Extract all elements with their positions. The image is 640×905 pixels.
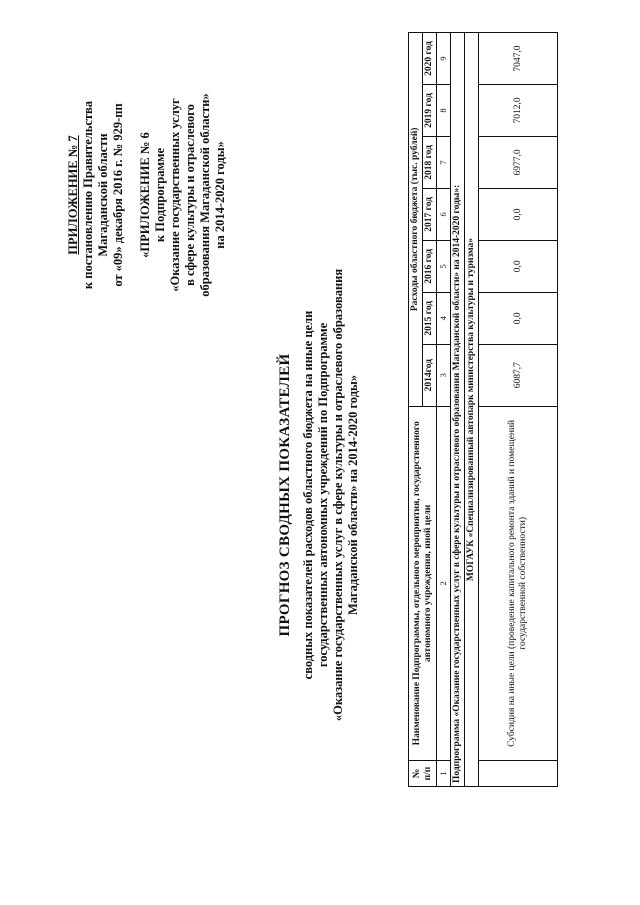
row-num: [479, 761, 558, 787]
annex-6-title: «ПРИЛОЖЕНИЕ № 6: [138, 132, 152, 258]
row-value: 0,0: [479, 188, 558, 240]
column-number: 7: [437, 136, 451, 188]
table-header-row: [409, 33, 423, 787]
subprogram-name: Подпрограмма «Оказание государственных услуг в сфере культуры и отраслевого образования Магаданской области» на 2014-2020 годы»:: [451, 33, 465, 787]
header-year: 2017 год: [423, 188, 437, 240]
annex-6-line: образования Магаданской области»: [198, 93, 212, 297]
row-value: 0,0: [479, 292, 558, 344]
column-number-row: [437, 33, 451, 787]
document-subtitle-line: Магаданской области» на 2014-2020 годы»: [346, 374, 360, 616]
header-name: Наименование Подпрограммы, отдельного мероприятия, государственного автономного учреждения, иной цели: [409, 406, 437, 760]
column-number: 2: [437, 406, 451, 760]
document-heading: ПРОГНОЗ СВОДНЫХ ПОКАЗАТЕЛЕЙ: [277, 353, 293, 637]
expenses-table: [408, 32, 558, 787]
annex-7-line: от «09» декабря 2016 г. № 929-пп: [111, 103, 125, 287]
subprogram-row: [451, 33, 465, 787]
document-subtitle-line: «Оказание государственных услуг в сфере культуры и отраслевого образования: [331, 268, 345, 722]
header-year: 2015 год: [423, 292, 437, 344]
document-subtitle-line: государственных автономных учреждений по Подпрограмме: [316, 322, 330, 668]
document-subtitle-line: сводных показателей расходов областного бюджета на иные цели: [301, 310, 315, 680]
annex-7-line: к постановлению Правительства: [81, 100, 95, 290]
row-value: 6087,7: [479, 344, 558, 406]
header-year: 2018 год: [423, 136, 437, 188]
header-expenses: Расходы областного бюджета (тыс. рублей): [409, 33, 423, 407]
institution-row: [465, 33, 479, 787]
header-year: 2020 год: [423, 33, 437, 85]
institution-name: МОГАУК «Специализированный автопарк министерства культуры и туризма»: [465, 33, 479, 787]
annex-6-line: к Подпрограмме: [153, 147, 167, 243]
column-number: 8: [437, 85, 451, 137]
row-name: Субсидия на иные цели (проведение капитального ремонта зданий и помещений государственной собственности): [479, 406, 558, 760]
annex-6-block: [138, 45, 228, 345]
row-value: 0,0: [479, 240, 558, 292]
annex-7-title: ПРИЛОЖЕНИЕ № 7: [66, 135, 80, 255]
annex-7-line: Магаданской области: [96, 133, 110, 257]
annex-6-line: «Оказание государственных услуг: [168, 98, 182, 292]
column-number: 3: [437, 344, 451, 406]
header-year: 2016 год: [423, 240, 437, 292]
row-value: 7012,0: [479, 85, 558, 137]
row-value: 7047,0: [479, 33, 558, 85]
column-number: 5: [437, 240, 451, 292]
column-number: 9: [437, 33, 451, 85]
column-number: 1: [437, 761, 451, 787]
table-row: [479, 33, 558, 787]
annex-6-line: в сфере культуры и отраслевого: [183, 104, 197, 286]
document-title-block: [278, 195, 361, 795]
annex-7-block: [66, 45, 126, 345]
annex-6-line: на 2014-2020 годы»: [213, 141, 227, 249]
column-number: 4: [437, 292, 451, 344]
header-year: 2019 год: [423, 85, 437, 137]
column-number: 6: [437, 188, 451, 240]
header-year: 2014год: [423, 344, 437, 406]
row-value: 6977,0: [479, 136, 558, 188]
header-num: № п/п: [409, 761, 437, 787]
